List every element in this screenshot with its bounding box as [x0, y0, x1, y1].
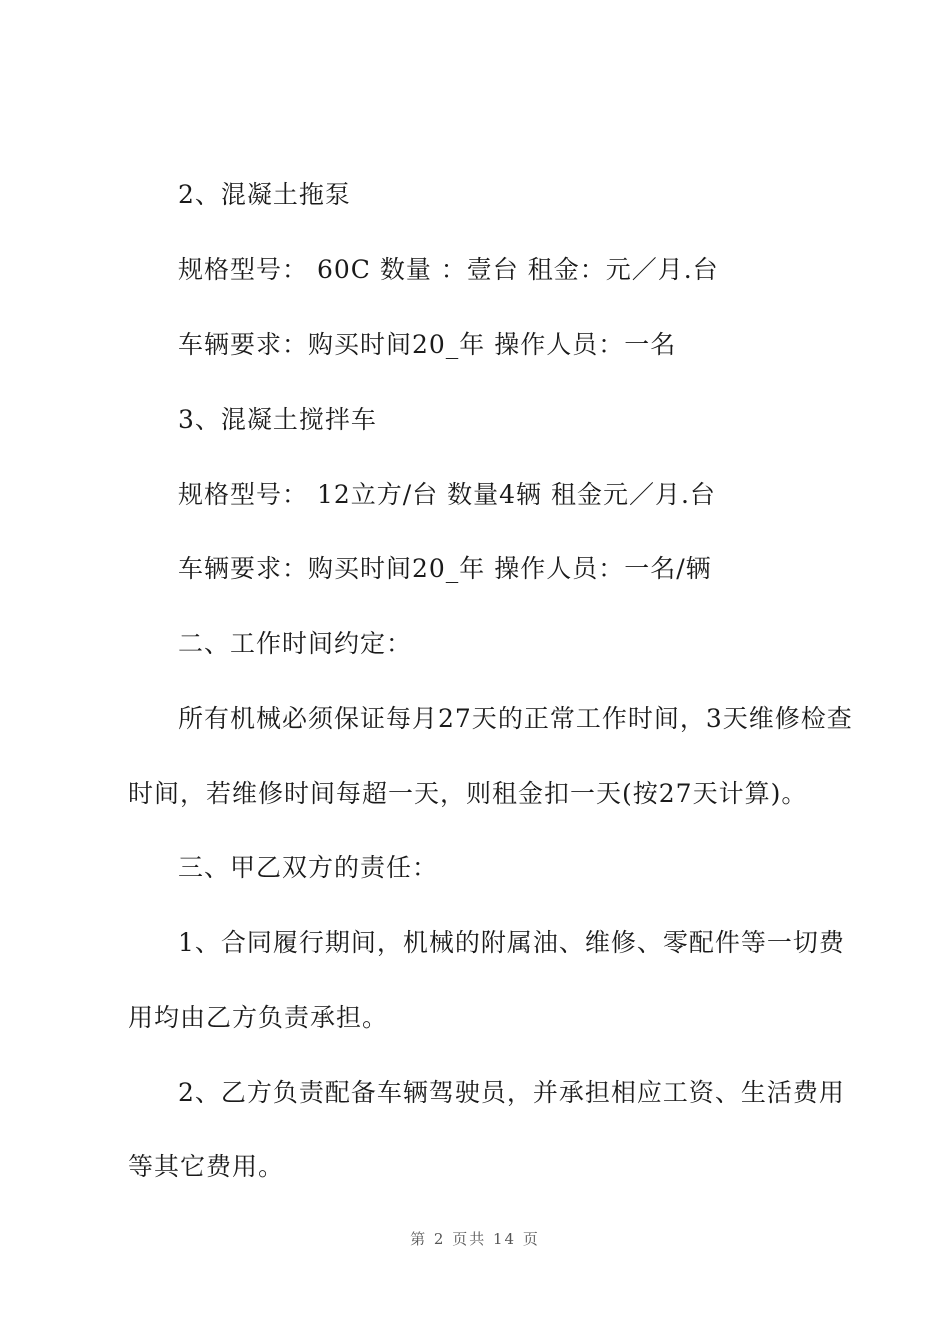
- section-heading-mixer-truck: 3、混凝土搅拌车: [178, 405, 377, 434]
- paragraph-responsibility-1-line-1: 1、合同履行期间，机械的附属油、维修、零配件等一切费: [178, 928, 845, 957]
- paragraph-work-time-line-2: 时间，若维修时间每超一天，则租金扣一天(按27天计算)。: [128, 779, 808, 808]
- vehicle-requirement-concrete-pump: 车辆要求：购买时间20_年 操作人员：一名: [178, 330, 677, 359]
- page-number-footer: 第 2 页共 14 页: [410, 1230, 540, 1248]
- spec-line-concrete-pump: 规格型号： 60C 数量 ：壹台 租金：元／月.台: [178, 255, 719, 284]
- paragraph-work-time-line-1: 所有机械必须保证每月27天的正常工作时间，3天维修检查: [178, 704, 853, 733]
- paragraph-responsibility-2-line-2: 等其它费用。: [128, 1152, 285, 1181]
- paragraph-responsibility-1-line-2: 用均由乙方负责承担。: [128, 1003, 389, 1032]
- section-heading-work-time: 二、工作时间约定：: [178, 629, 413, 658]
- spec-line-mixer-truck: 规格型号： 12立方/台 数量4辆 租金元／月.台: [178, 480, 716, 509]
- section-heading-responsibilities: 三、甲乙双方的责任：: [178, 853, 439, 882]
- paragraph-responsibility-2-line-1: 2、乙方负责配备车辆驾驶员，并承担相应工资、生活费用: [178, 1078, 845, 1107]
- section-heading-concrete-pump: 2、混凝土拖泵: [178, 180, 351, 209]
- vehicle-requirement-mixer-truck: 车辆要求：购买时间20_年 操作人员：一名/辆: [178, 554, 712, 583]
